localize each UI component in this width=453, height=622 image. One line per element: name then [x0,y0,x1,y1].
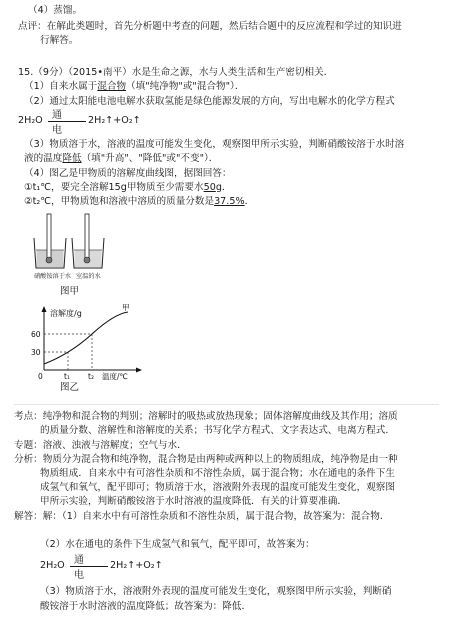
equation-condition: 通电 [52,110,62,136]
y-tick-60: 60 [31,330,41,339]
question-15-header: 15.（9分）（2015•南平）水是生命之源，水与人类生活和生产密切相关． [18,67,334,78]
q1-prefix: （1）自来水属于 [24,81,98,92]
figure-yi-solubility-curve [30,304,155,392]
zhuanti-line: 专题：溶液、浊液与溶解度；空气与水． [14,440,187,451]
x-axis-label: 温度/℃ [102,372,128,381]
equation-2-arrow [70,566,108,567]
jieda-line-3: （3）物质溶于水，溶液附外表现的温度可能发生变化，观察图甲所示实验，判断硝 [40,586,392,597]
comment-line-1: 点评：在解此类题时，首先分析题中考查的问题，然后结合题中的反应流程和学过的知识进 [18,21,402,32]
jieda-line-4: 酸铵溶于水时溶液的温度降低；故答案为：降低． [40,601,252,612]
kaodian-line-1: 考点：纯净物和混合物的判别；溶解时的吸热或放热现象；固体溶解度曲线及其作用；溶质 [14,411,398,422]
beaker-left-label: 硝酸铵溶于水 [34,273,72,280]
comment-line-2: 行解答。 [40,35,79,46]
fenxi-line-2: 物质组成．自来水中有可溶性杂质和不溶性杂质，属于混合物；水在通电的条件下生 [40,468,395,479]
fenxi-line-4: 甲所示实验，判断硝酸铵溶于水时溶液的温度降低．有关的计算要准确． [40,496,347,507]
x-tick-t2: t₂ [88,372,94,381]
y-tick-30: 30 [31,348,41,357]
y-axis-label: 溶解度/g [50,309,82,318]
q3-prefix: 液的温度 [24,153,63,164]
sub-question-4b [24,195,254,208]
thermometer-left [47,214,51,258]
q3-suffix: （填"升高"、"降低"或"不变"）． [81,153,219,164]
jieda-line-2: （2）水在通电的条件下生成氢气和氧气，配平即可，故答案为： [40,539,315,550]
y-axis-arrow [42,306,47,312]
q4b-answer: 37.5% [214,196,245,207]
section-divider [14,404,439,405]
solubility-curve-jia [44,312,128,364]
kaodian-line-2: 的质量分数、溶解性和溶解度的关系；书写化学方程式、文字表达式、电离方程式． [40,425,395,436]
sub-question-3-line-2 [24,152,218,165]
fenxi-line-3: 成氢气和氧气，配平即可；物质溶于水，溶液附外表现的温度可能发生变化，观察图 [40,482,395,493]
sub-question-4a [24,181,232,194]
q4a-answer: 50 [203,182,216,193]
figure-jia-beakers [30,210,110,300]
sub-question-3-line-1: （3）物质溶于水，溶液的温度可能发生变化，观察图甲所示实验，判断硝酸铵溶于水时溶 [24,139,405,150]
thermometer-right [85,214,89,258]
beaker-right-label: 室温的水 [76,273,101,280]
item-4-line: （4）蒸馏。 [28,5,83,16]
q4a-suffix: g． [215,182,232,193]
jieda-line-1: 解答：解：（1）自来水中有可溶性杂质和不溶性杂质，属于混合物，故答案为：混合物． [14,511,390,522]
equation-2-condition: 通电 [74,555,84,581]
x-axis-arrow [136,368,142,373]
equation-arrow [48,121,86,122]
beaker-right [72,214,104,268]
fenxi-line-1: 分析：物质分为混合物和纯净物，混合物是由两种或两种以上的物质组成，纯净物是由一种 [14,454,398,465]
sub-question-1 [24,80,244,93]
equation-2-reactant: 2H₂O [40,560,65,571]
beaker-left [34,214,66,268]
figure-jia-caption: 图甲 [60,286,80,297]
q1-suffix: （填"纯净物"或"混合物"）． [126,81,245,92]
origin-label: 0 [38,372,43,381]
x-tick-t1: t₁ [64,372,70,381]
curve-label: 甲 [122,304,130,312]
q4b-suffix: ． [244,196,255,207]
equation-reactant: 2H₂O [18,115,43,126]
sub-question-4: （4）图乙是甲物质的溶解度曲线图，据图回答： [24,168,232,179]
equation-products: 2H₂↑+O₂↑ [88,115,141,126]
q1-answer: 混合物 [97,81,127,92]
q3-answer: 降低 [62,153,82,164]
q4b-prefix: ②t₂℃，甲物质饱和溶液中溶质的质量分数是 [24,196,215,207]
q4a-prefix: ①t₁℃，要完全溶解15g甲物质至少需要水 [24,182,204,193]
equation-2-products: 2H₂↑+O₂↑ [110,560,163,571]
figure-yi-caption: 图乙 [60,382,80,392]
sub-question-2: （2）通过太阳能电池电解水获取氢能是绿色能源发展的方向，写出电解水的化学方程式 [24,96,395,107]
